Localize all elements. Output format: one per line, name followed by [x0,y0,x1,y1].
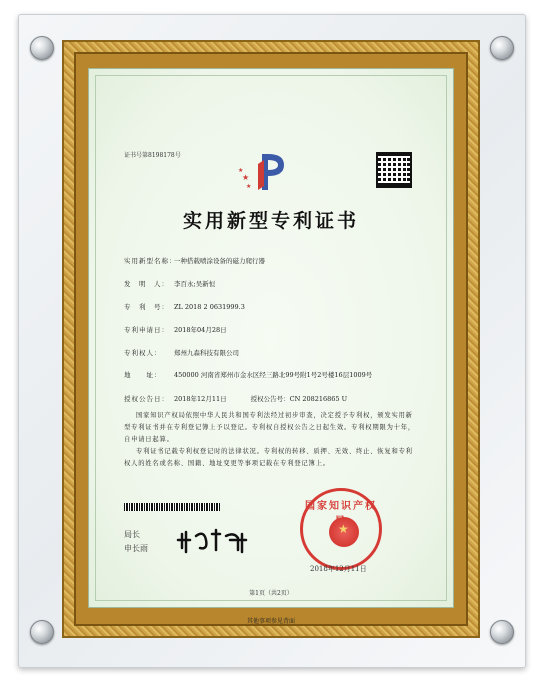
official-seal: 国家知识产权 ★ [300,488,382,570]
field-row: 专利权人： 郑州九森科技有限公司 [124,349,239,357]
field-row: 授权公告日： 2018年12月11日 授权公告号：CN 208216865 U [124,395,348,403]
patent-logo-icon [236,150,296,194]
svg-text:★: ★ [246,183,252,190]
field-row: 专 利 号： ZL 2018 2 0631999.3 [124,303,245,311]
field-row: 发 明 人： 李百永;吴新恒 [124,280,216,288]
certificate-title: 实用新型专利证书 [182,210,359,232]
screw-icon [30,36,54,60]
certificate-paper [88,68,454,608]
signature-icon [176,526,256,556]
field-row: 实用新型名称：一种搭载喷涂设备的磁力爬行器 [124,257,265,265]
signer-name: 申长雨 [124,544,148,553]
certificate-paragraph: 专利证书记载专利权登记时的法律状况。专利权的转移、质押、无效、终止、恢复和专利权人的姓名或名称、国籍、地址变更等事项记载在专利登记簿上。 [124,448,413,467]
field-row: 专利申请日： 2018年04月28日 [124,326,227,334]
screw-icon [490,36,514,60]
certificate-paragraph: 国家知识产权局依照中华人民共和国专利法经过初步审查，决定授予专利权，颁发实用新型专利证书并在专利登记簿上予以登记。专利权自授权公告之日起生效。专利权期限为十年，自申请日起算。 [124,412,415,443]
field-row-address: 地 址： 450000 河南省郑州市金水区经三路北99号附1号2号楼16层1009号 [124,371,373,379]
national-emblem-icon [329,517,359,547]
signer-role: 局长 [124,530,140,539]
page-indicator: 第1页（共2页） [249,590,293,597]
issue-date: 2018年12月11日 [310,565,367,573]
qr-code-icon [376,152,412,188]
certificate-number: 证书号第8198178号 [124,152,181,159]
barcode-icon [124,503,220,511]
svg-text:★: ★ [238,167,244,174]
svg-text:★: ★ [242,173,250,182]
footer-note: 其他事项参见背面 [246,618,295,625]
